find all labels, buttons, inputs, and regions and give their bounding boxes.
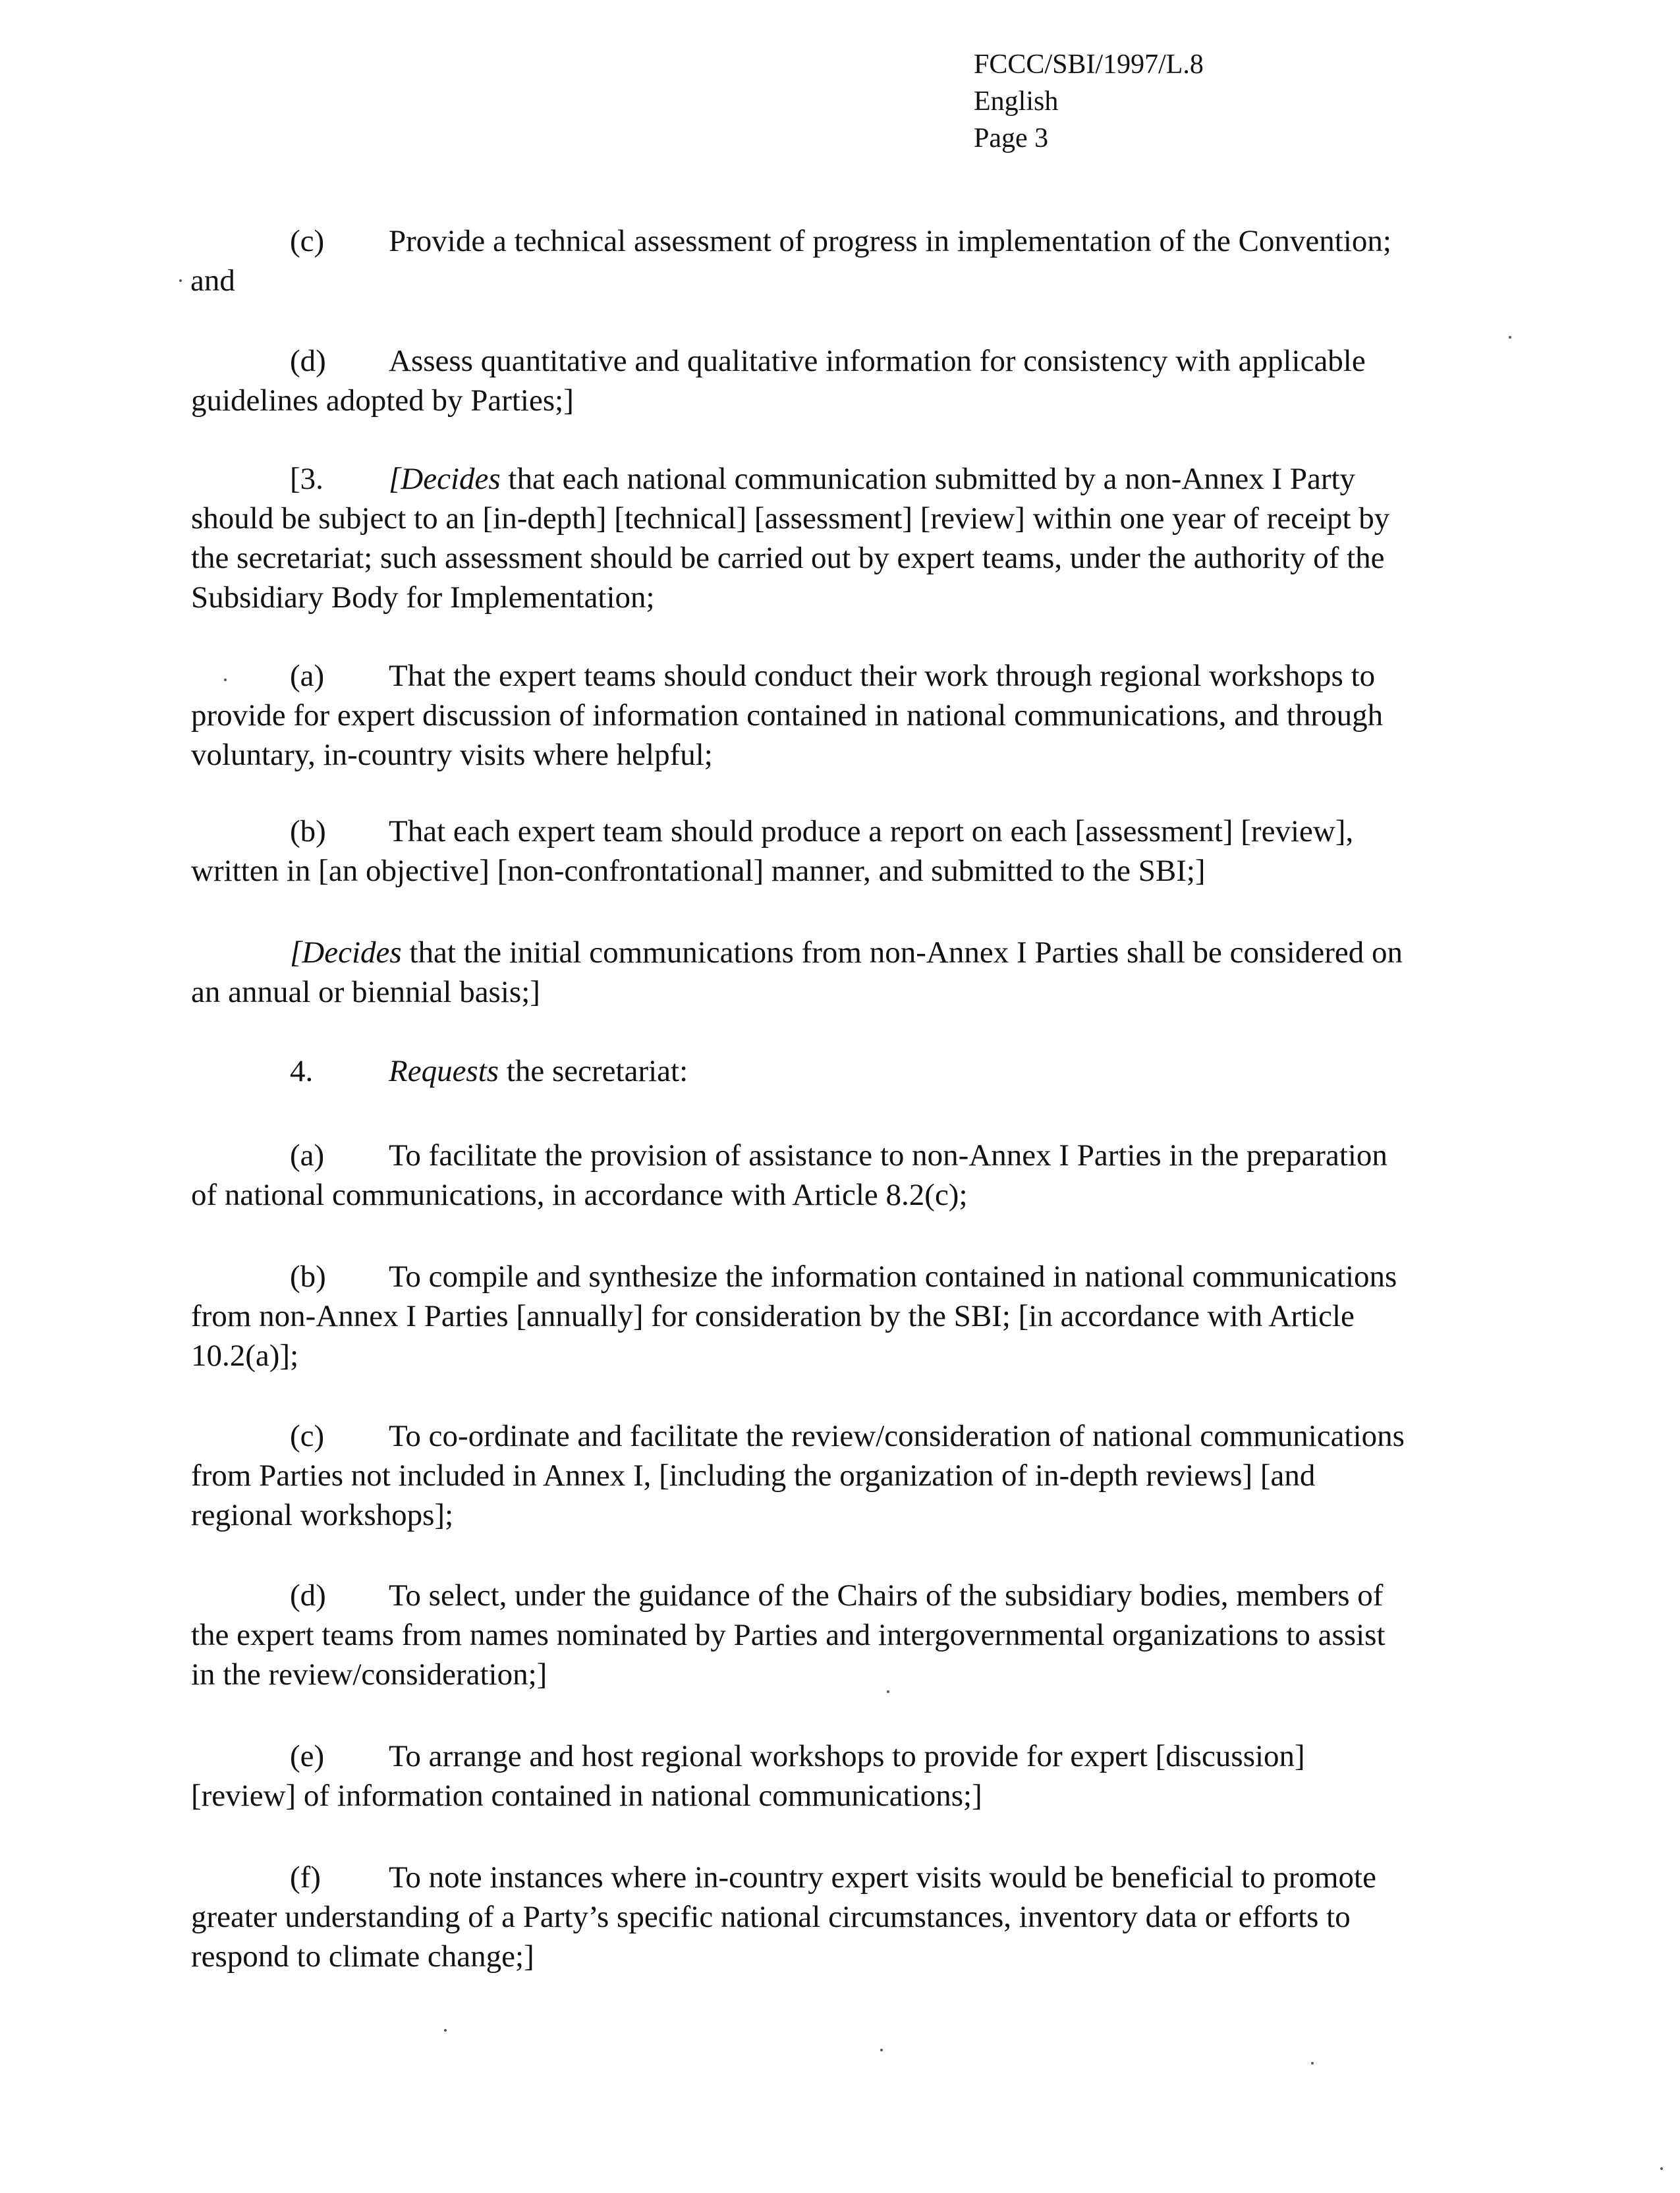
- document-language: English: [974, 86, 1059, 117]
- operative-verb: [Decides: [290, 935, 402, 970]
- scan-speck: [887, 1690, 889, 1693]
- item-label: (b): [290, 814, 326, 848]
- paragraph-text: that the initial communications from non-Annex I Parties shall be considered on: [401, 935, 1403, 970]
- paragraph-4b: [191, 1257, 1496, 1375]
- scan-speck: [880, 2049, 883, 2051]
- paragraph-text: in the review/consideration;]: [191, 1657, 547, 1692]
- item-label: 4.: [290, 1054, 314, 1088]
- paragraph-text: respond to climate change;]: [191, 1939, 534, 1974]
- item-label: (d): [290, 344, 326, 378]
- paragraph-text: regional workshops];: [191, 1498, 454, 1532]
- paragraph-text: That each expert team should produce a report on each [assessment] [review],: [389, 814, 1354, 848]
- paragraph-3a: [191, 656, 1496, 775]
- paragraph-text: To facilitate the provision of assistance to non-Annex I Parties in the preparation: [389, 1138, 1387, 1173]
- paragraph-text: Assess quantitative and qualitative information for consistency with applicable: [389, 344, 1366, 378]
- scan-speck: [1660, 2167, 1663, 2170]
- scan-speck: [444, 2029, 447, 2032]
- item-label: (b): [290, 1260, 326, 1294]
- paragraph-text: from non-Annex I Parties [annually] for consideration by the SBI; [in accordance with Article: [191, 1299, 1355, 1333]
- item-label: [3.: [290, 462, 323, 496]
- paragraph-2c: [191, 221, 1496, 300]
- paragraph-4d: [191, 1576, 1496, 1694]
- paragraph-text: To select, under the guidance of the Chairs of the subsidiary bodies, members of: [389, 1578, 1384, 1613]
- paragraph-4: [191, 1051, 1496, 1091]
- paragraph-text: Subsidiary Body for Implementation;: [191, 580, 655, 615]
- paragraph-text: that each national communication submitted by a non-Annex I Party: [500, 462, 1356, 496]
- paragraph-text: written in [an objective] [non-confrontational] manner, and submitted to the SBI;]: [191, 854, 1206, 888]
- paragraph-text: an annual or biennial basis;]: [191, 975, 540, 1009]
- paragraph-text: 10.2(a)];: [191, 1339, 299, 1373]
- paragraph-text: the expert teams from names nominated by Parties and intergovernmental organizations to assist: [191, 1618, 1386, 1652]
- paragraph-text: and: [190, 264, 235, 298]
- paragraph-text: should be subject to an [in-depth] [technical] [assessment] [review] within one year of receipt by: [191, 501, 1390, 536]
- scan-speck: [179, 279, 182, 282]
- paragraph-text: To arrange and host regional workshops to provide for expert [discussion]: [389, 1739, 1305, 1773]
- item-label: (c): [290, 224, 325, 258]
- document-symbol: FCCC/SBI/1997/L.8: [974, 49, 1204, 80]
- operative-verb: [Decides: [389, 462, 501, 496]
- paragraph-4f: [191, 1858, 1496, 1976]
- page-number: Page 3: [974, 123, 1049, 153]
- scan-speck: [1509, 336, 1511, 339]
- paragraph-3b: [191, 812, 1496, 891]
- paragraph-text: To compile and synthesize the information contained in national communications: [389, 1260, 1397, 1294]
- item-label: (e): [290, 1739, 325, 1773]
- item-label: (a): [290, 659, 325, 693]
- operative-verb: Requests: [389, 1054, 499, 1088]
- paragraph-4c: [191, 1416, 1496, 1535]
- document-header: [974, 46, 1204, 157]
- paragraph-text: That the expert teams should conduct their work through regional workshops to: [389, 659, 1376, 693]
- scan-speck: [1311, 2062, 1314, 2065]
- paragraph-4e: [191, 1736, 1496, 1816]
- paragraph-text: provide for expert discussion of information contained in national communications, and through: [191, 698, 1384, 733]
- paragraph-4a: [191, 1136, 1496, 1215]
- item-label: (a): [290, 1138, 325, 1173]
- paragraph-text: of national communications, in accordance with Article 8.2(c);: [191, 1178, 968, 1212]
- item-label: (c): [290, 1419, 325, 1453]
- paragraph-text: [review] of information contained in national communications;]: [191, 1779, 982, 1813]
- item-label: (d): [290, 1578, 326, 1613]
- paragraph-text: guidelines adopted by Parties;]: [191, 383, 574, 418]
- paragraph-2d: [191, 341, 1496, 420]
- paragraph-text: voluntary, in-country visits where helpful;: [191, 738, 713, 772]
- item-label: (f): [290, 1860, 321, 1895]
- paragraph-text: the secretariat:: [499, 1054, 688, 1088]
- paragraph-text: from Parties not included in Annex I, [including the organization of in-depth reviews] [and: [191, 1458, 1316, 1493]
- paragraph-3: [191, 459, 1496, 617]
- paragraph-text: Provide a technical assessment of progress in implementation of the Convention;: [389, 224, 1391, 258]
- paragraph-3-alternative: [191, 933, 1496, 1012]
- paragraph-text: To co-ordinate and facilitate the review/consideration of national communications: [389, 1419, 1405, 1453]
- paragraph-text: the secretariat; such assessment should be carried out by expert teams, under the authority of the: [191, 541, 1385, 575]
- paragraph-text: greater understanding of a Party’s specific national circumstances, inventory data or efforts to: [191, 1900, 1351, 1934]
- paragraph-text: To note instances where in-country expert visits would be beneficial to promote: [389, 1860, 1376, 1895]
- scan-speck: [224, 679, 227, 681]
